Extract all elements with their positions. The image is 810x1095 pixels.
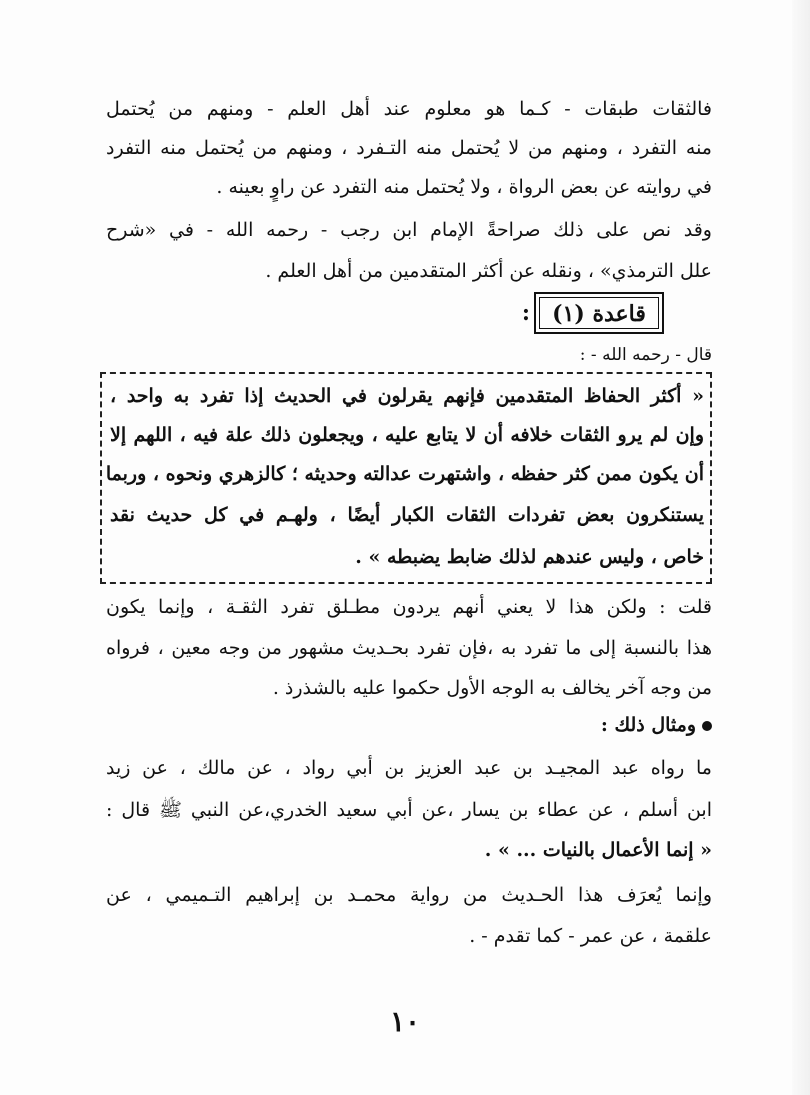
quote-line: خاص ، وليس عندهم لذلك ضابط يضبطه » . (355, 546, 704, 568)
text-line: في روايته عن بعض الرواة ، ولا يُحتمل منه التفرد عن راوٍ بعينه . (216, 176, 712, 198)
hadith-quote: « إنما الأعمال بالنيات ... » . (484, 839, 712, 861)
example-heading (460, 710, 712, 740)
text-line: ما رواه عبد المجيـد بن عبد العزيز بن أبي رواد ، عن مالك ، عن زيد (106, 757, 712, 779)
quote-line: « أكثر الحفاظ المتقدمين فإنهم يقرلون في الحديث إذا تفرد به واحد ، (110, 385, 704, 407)
text-line: علقمة ، عن عمر - كما تقدم - . (469, 925, 712, 947)
text-line: قلت : ولكن هذا لا يعني أنهم يردون مطـلق تفرد الثقـة ، وإنما يكون (106, 596, 712, 618)
scan-edge (792, 0, 810, 1095)
quote-line: يستنكرون بعض تفردات الثقات الكبار أيضًا ، ولهـم في كل حديث نقد (110, 504, 704, 526)
text-line: وقد نص على ذلك صراحةً الإمام ابن رجب - رحمه الله - في «شرح (106, 219, 712, 241)
text-line: من وجه آخر يخالف به الوجه الأول حكموا عليه بالشذرذ . (272, 677, 712, 699)
text-line: منه التفرد ، ومنهم من لا يُحتمل منه التـفرد ، ومنهم من يُحتمل منه التفرد (106, 137, 712, 159)
rule-heading-box (534, 292, 664, 334)
text-line: فالثقات طبقات - كـما هو معلوم عند أهل العلم - ومنهم من يُحتمل (106, 98, 712, 120)
text-line: ابن أسلم ، عن عطاء بن يسار ،عن أبي سعيد الخدري،عن النبي ﷺ قال : (106, 799, 712, 821)
example-heading-text: ومثال ذلك : (600, 714, 696, 736)
quote-line: وإن لم يرو الثقات خلافه أن لا يتابع عليه ، ويجعلون ذلك علة فيه ، اللهم إلا (110, 424, 704, 446)
page-number: ١٠ (389, 1005, 421, 1038)
quote-intro: قال - رحمه الله - : (579, 345, 712, 365)
text-line: وإنما يُعرَف هذا الحـديث من رواية محمـد بن إبراهيم التـميمي ، عن (106, 884, 712, 906)
bullet-icon (702, 721, 712, 731)
text-line: هذا بالنسبة إلى ما تفرد به ،فإن تفرد بحـديث مشهور من وجه معين ، فرواه (106, 637, 712, 659)
rule-heading: قاعدة (١) (539, 297, 659, 329)
quote-line: أن يكون ممن كثر حفظه ، واشتهرت عدالته وحديثه ؛ كالزهري ونحوه ، وربما (105, 463, 704, 485)
rule-colon: : (521, 300, 530, 326)
text-line: علل الترمذي» ، ونقله عن أكثر المتقدمين من أهل العلم . (265, 260, 712, 282)
